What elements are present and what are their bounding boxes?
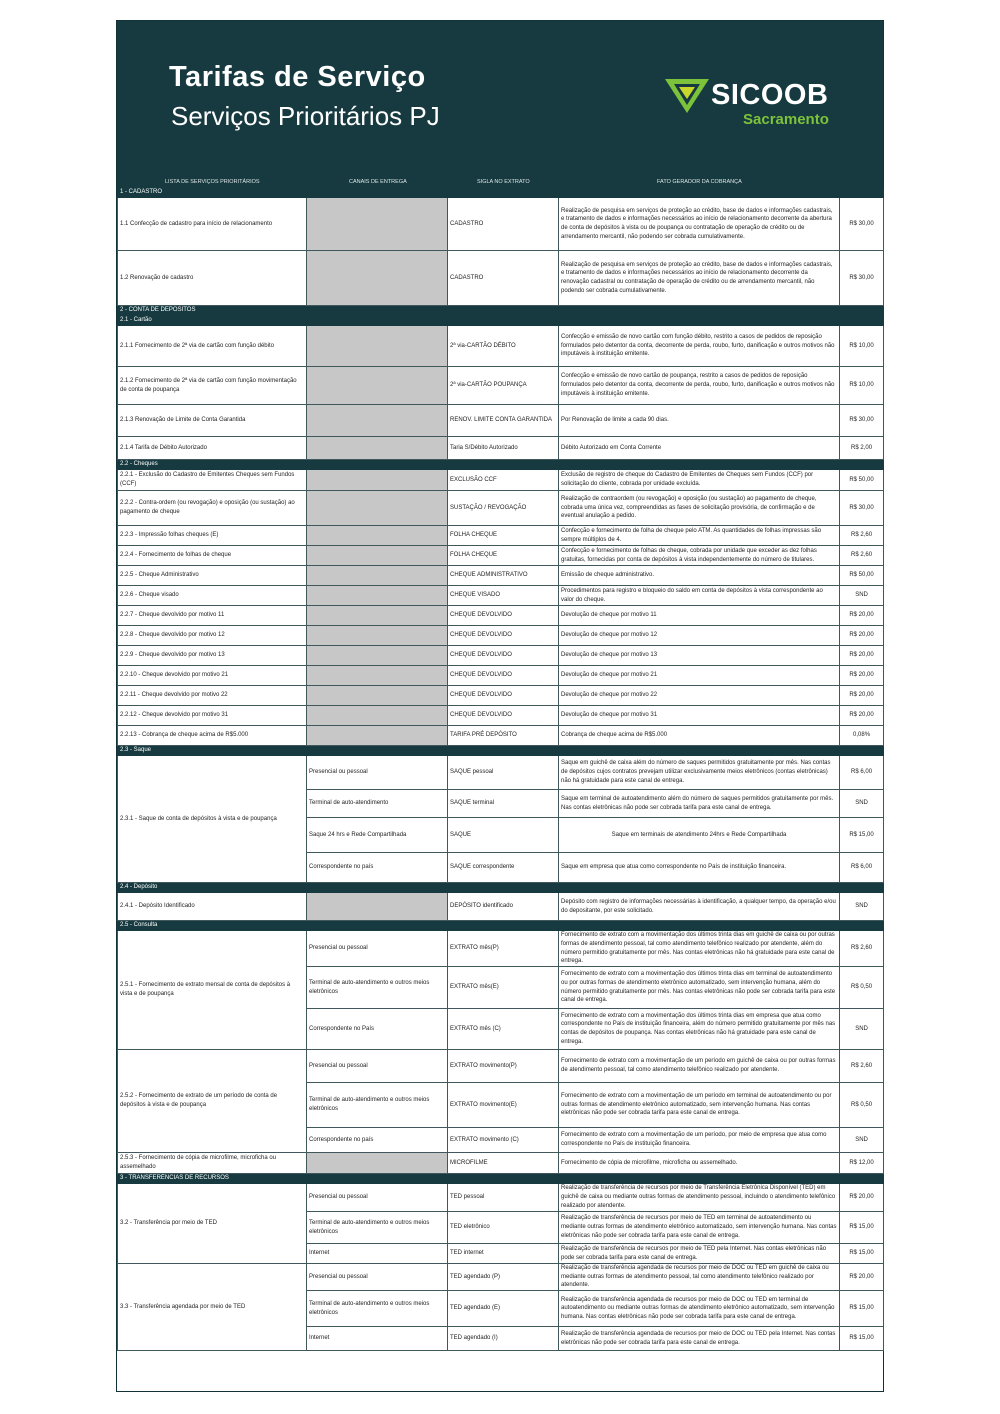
page-title: Tarifas de Serviço bbox=[169, 61, 426, 93]
table-row bbox=[118, 367, 884, 405]
sigla-cell: TARIFA PRÉ DEPÓSITO bbox=[448, 726, 559, 746]
channel-cell: Internet bbox=[307, 1327, 448, 1351]
price-cell: R$ 20,00 bbox=[840, 686, 884, 706]
price-cell: R$ 6,00 bbox=[840, 756, 884, 790]
header-banner bbox=[117, 21, 883, 178]
price-cell: R$ 2,60 bbox=[840, 546, 884, 566]
fato-cell: Fornecimento de extrato com a movimentação dos últimos trinta dias em empresa que atua como correspondente no País de instituição financeira, além do número permitido gratuitamente por mês nas contas de depósitos de poupança. Nas contas eletrônicas não há gratuidade para este canal de entrega. bbox=[559, 1009, 840, 1050]
fato-cell: Realização de transferência agendada de recursos por meio de DOC ou TED em terminal de autoatendimento ou mediante outras formas de atendimento eletrônico automatizado, sem intervenção humana. Nas contas eletrônicas não pode ser cobrada tarifa para este canal de entrega. bbox=[559, 1291, 840, 1327]
sigla-cell: MICROFILME bbox=[448, 1153, 559, 1174]
table-row bbox=[118, 1184, 884, 1212]
service-name: 2.2.4 - Fornecimento de folhas de cheque bbox=[118, 546, 307, 566]
channel-cell bbox=[307, 491, 448, 526]
price-cell: R$ 50,00 bbox=[840, 566, 884, 586]
channel-cell bbox=[307, 893, 448, 921]
page-subtitle: Serviços Prioritários PJ bbox=[171, 101, 440, 131]
channel-cell bbox=[307, 566, 448, 586]
fato-cell: Fornecimento de extrato com a movimentação de um período em terminal de autoatendimento ou por outras formas de atendimento eletrônico automatizado, sem intervenção humana. Nas contas eletrônicas não pode ser cobrada tarifa para este canal de entrega. bbox=[559, 1083, 840, 1128]
service-name: 2.2.1 - Exclusão do Cadastro de Emitentes Cheques sem Fundos (CCF) bbox=[118, 470, 307, 491]
sigla-cell: FOLHA CHEQUE bbox=[448, 526, 559, 546]
sigla-cell: CHEQUE DEVOLVIDO bbox=[448, 706, 559, 726]
service-name: 2.5.3 - Fornecimento de cópia de microfilme, microficha ou assemelhado bbox=[118, 1153, 307, 1174]
channel-cell: Presencial ou pessoal bbox=[307, 1264, 448, 1291]
service-name: 2.2.12 - Cheque devolvido por motivo 31 bbox=[118, 706, 307, 726]
table-row bbox=[118, 706, 884, 726]
table-row bbox=[118, 566, 884, 586]
service-name: 2.1.2 Fornecimento de 2ª via de cartão com função movimentação de conta de poupança bbox=[118, 367, 307, 405]
fato-cell: Realização de transferência agendada de recursos por meio de DOC ou TED pela Internet. Nas contas eletrônicas não pode ser cobrada tarifa para este canal de entrega. bbox=[559, 1327, 840, 1351]
price-cell: SND bbox=[840, 790, 884, 818]
fato-cell: Confecção e emissão de novo cartão de poupança, restrito a casos de pedidos de reposição formulados pelo detentor da conta, decorrente de perda, roubo, furto, danificação e outros motivos não imputáveis à instituição emitente. bbox=[559, 367, 840, 405]
section-row bbox=[118, 1174, 884, 1184]
fato-cell: Realização de pesquisa em serviços de proteção ao crédito, base de dados e informações cadastrais, e tratamento de dados e informações necessários ao início de relacionamento decorrente da renovação cadastral ou contratação de operação de crédito ou de arrendamento mercantil, não podendo ser cobrada cumulativamente. bbox=[559, 251, 840, 306]
service-name: 3.2 - Transferência por meio de TED bbox=[118, 1184, 307, 1264]
sigla-cell: DEPÓSITO identificado bbox=[448, 893, 559, 921]
sigla-cell: CHEQUE DEVOLVIDO bbox=[448, 606, 559, 626]
channel-cell: Terminal de auto-atendimento e outros meios eletrônicos bbox=[307, 1212, 448, 1244]
service-name: 2.2.9 - Cheque devolvido por motivo 13 bbox=[118, 646, 307, 666]
sigla-cell: EXTRATO mês(E) bbox=[448, 967, 559, 1009]
service-name: 2.2.3 - Impressão folhas cheques (E) bbox=[118, 526, 307, 546]
service-name: 1.1 Confecção de cadastro para início de relacionamento bbox=[118, 198, 307, 251]
tariff-table bbox=[117, 187, 884, 1351]
section-row bbox=[118, 746, 884, 756]
table-row bbox=[118, 1264, 884, 1291]
price-cell: R$ 20,00 bbox=[840, 1184, 884, 1212]
price-cell: R$ 10,00 bbox=[840, 367, 884, 405]
table-row bbox=[118, 606, 884, 626]
tariff-sheet bbox=[116, 20, 884, 1392]
channel-cell bbox=[307, 646, 448, 666]
channel-cell bbox=[307, 546, 448, 566]
fato-cell: Confecção e emissão de novo cartão com função débito, restrito a casos de pedidos de reposição formulados pelo detentor da conta, decorrente de perda, roubo, furto, danificação e outros motivos não imputáveis à instituição emitente. bbox=[559, 326, 840, 367]
channel-cell bbox=[307, 326, 448, 367]
price-cell: R$ 20,00 bbox=[840, 646, 884, 666]
fato-cell: Depósito com registro de informações necessárias à identificação, a qualquer tempo, da operação e/ou do depositante, por este solicitado. bbox=[559, 893, 840, 921]
price-cell: SND bbox=[840, 893, 884, 921]
sigla-cell: SAQUE correspondente bbox=[448, 853, 559, 883]
channel-cell: Terminal de auto-atendimento e outros meios eletrônicos bbox=[307, 1083, 448, 1128]
price-cell: R$ 2,60 bbox=[840, 931, 884, 967]
table-row bbox=[118, 491, 884, 526]
price-cell: R$ 20,00 bbox=[840, 606, 884, 626]
price-cell: SND bbox=[840, 1128, 884, 1153]
sigla-cell: TED eletrônico bbox=[448, 1212, 559, 1244]
fato-cell: Fornecimento de extrato com a movimentação dos últimos trinta dias em guichê de caixa ou por outras formas de atendimento pessoal, tal como atendimento telefônico realizado por atendente, além do número permitido gratuitamente por mês. Nas contas eletrônicas não há gratuidade para este canal de entrega. bbox=[559, 931, 840, 967]
fato-cell: Procedimentos para registro e bloqueio do saldo em conta de depósitos à vista correspondente ao valor do cheque. bbox=[559, 586, 840, 606]
sigla-cell: SAQUE bbox=[448, 818, 559, 853]
sigla-cell: CHEQUE VISADO bbox=[448, 586, 559, 606]
sigla-cell: TED pessoal bbox=[448, 1184, 559, 1212]
table-row bbox=[118, 756, 884, 790]
price-cell: R$ 2,00 bbox=[840, 437, 884, 460]
fato-cell: Devolução de cheque por motivo 13 bbox=[559, 646, 840, 666]
sigla-cell: TED agendado (I) bbox=[448, 1327, 559, 1351]
channel-cell bbox=[307, 606, 448, 626]
table-row bbox=[118, 526, 884, 546]
sigla-cell: CADASTRO bbox=[448, 198, 559, 251]
sigla-cell: CHEQUE DEVOLVIDO bbox=[448, 686, 559, 706]
service-name: 2.1.1 Fornecimento de 2ª via de cartão com função débito bbox=[118, 326, 307, 367]
fato-cell: Fornecimento de cópia de microfilme, microficha ou assemelhado. bbox=[559, 1153, 840, 1174]
table-row bbox=[118, 198, 884, 251]
section-title: 2 - CONTA DE DEPÓSITOS bbox=[118, 306, 884, 316]
channel-cell: Presencial ou pessoal bbox=[307, 931, 448, 967]
channel-cell: Presencial ou pessoal bbox=[307, 1050, 448, 1083]
column-header-fato: FATO GERADOR DA COBRANÇA bbox=[657, 179, 742, 185]
sigla-cell: CHEQUE ADMINISTRATIVO bbox=[448, 566, 559, 586]
table-row bbox=[118, 726, 884, 746]
fato-cell: Devolução de cheque por motivo 11 bbox=[559, 606, 840, 626]
price-cell: 0,08% bbox=[840, 726, 884, 746]
channel-cell bbox=[307, 405, 448, 437]
price-cell: R$ 15,00 bbox=[840, 1244, 884, 1264]
table-row bbox=[118, 251, 884, 306]
fato-cell: Realização de transferência de recursos por meio de TED pela Internet. Nas contas eletrônicas não pode ser cobrada tarifa para este canal de entrega. bbox=[559, 1244, 840, 1264]
price-cell: R$ 20,00 bbox=[840, 1264, 884, 1291]
fato-cell: Cobrança de cheque acima de R$5.000 bbox=[559, 726, 840, 746]
service-name: 2.2.6 - Cheque visado bbox=[118, 586, 307, 606]
service-name: 2.1.3 Renovação de Limite de Conta Garantida bbox=[118, 405, 307, 437]
price-cell: R$ 20,00 bbox=[840, 666, 884, 686]
price-cell: R$ 15,00 bbox=[840, 818, 884, 853]
table-row bbox=[118, 626, 884, 646]
price-cell: SND bbox=[840, 586, 884, 606]
fato-cell: Realização de transferência de recursos por meio de TED em terminal de autoatendimento ou mediante outras formas de atendimento eletrônico automatizado, sem intervenção humana. Nas contas eletrônicas não pode ser cobrada tarifa para este canal de entrega. bbox=[559, 1212, 840, 1244]
service-name: 2.2.13 - Cobrança de cheque acima de R$5.000 bbox=[118, 726, 307, 746]
sigla-cell: SAQUE terminal bbox=[448, 790, 559, 818]
sicoob-logo bbox=[665, 75, 855, 135]
fato-cell: Devolução de cheque por motivo 21 bbox=[559, 666, 840, 686]
channel-cell bbox=[307, 526, 448, 546]
channel-cell bbox=[307, 437, 448, 460]
service-name: 2.2.8 - Cheque devolvido por motivo 12 bbox=[118, 626, 307, 646]
service-name: 2.2.7 - Cheque devolvido por motivo 11 bbox=[118, 606, 307, 626]
section-row bbox=[118, 306, 884, 316]
fato-cell: Saque em empresa que atua como correspondente no País de instituição financeira. bbox=[559, 853, 840, 883]
channel-cell bbox=[307, 686, 448, 706]
fato-cell: Realização de transferência agendada de recursos por meio de DOC ou TED em guichê de caixa ou mediante outras formas de atendimento pessoal, tal como atendimento telefônico realizado por atendente. bbox=[559, 1264, 840, 1291]
channel-cell: Saque 24 hrs e Rede Compartilhada bbox=[307, 818, 448, 853]
service-name: 2.5.1 - Fornecimento de extrato mensal de conta de depósitos à vista e de poupança bbox=[118, 931, 307, 1050]
channel-cell bbox=[307, 251, 448, 306]
fato-cell: Realização de pesquisa em serviços de proteção ao crédito, base de dados e informações cadastrais, e tratamento de dados e informações necessários ao início de relacionamento decorrente da abertura de conta de depósitos à vista ou de poupança ou contratação de operação de crédito ou de arrendamento mercantil, não podendo ser cobrada cumulativamente. bbox=[559, 198, 840, 251]
price-cell: R$ 15,00 bbox=[840, 1212, 884, 1244]
service-name: 2.2.10 - Cheque devolvido por motivo 21 bbox=[118, 666, 307, 686]
price-cell: R$ 15,00 bbox=[840, 1327, 884, 1351]
sigla-cell: SUSTAÇÃO / REVOGAÇÃO bbox=[448, 491, 559, 526]
fato-cell: Confecção e fornecimento de folha de cheque pelo ATM. As quantidades de folhas impressas são sempre múltiplos de 4. bbox=[559, 526, 840, 546]
price-cell: R$ 2,60 bbox=[840, 1050, 884, 1083]
fato-cell: Saque em guichê de caixa além do número de saques permitidos gratuitamente por mês. Nas contas de depósitos cujos contratos prevejam utilizar exclusivamente meios eletrônicos (contas eletrônicas) não há gratuidade para este canal de entrega. bbox=[559, 756, 840, 790]
service-name: 2.2.5 - Cheque Administrativo bbox=[118, 566, 307, 586]
channel-cell: Internet bbox=[307, 1244, 448, 1264]
service-name: 2.1.4 Tarifa de Débito Autorizado bbox=[118, 437, 307, 460]
brand-name: SICOOB bbox=[711, 79, 829, 111]
fato-cell: Confecção e fornecimento de folhas de cheque, cobrada por unidade que exceder as dez folhas gratuitas, fornecidas por conta de depósitos à vista independentemente do número de titulares. bbox=[559, 546, 840, 566]
price-cell: R$ 0,50 bbox=[840, 1083, 884, 1128]
price-cell: R$ 30,00 bbox=[840, 405, 884, 437]
service-name: 2.3.1 - Saque de conta de depósitos à vista e de poupança bbox=[118, 756, 307, 883]
fato-cell: Devolução de cheque por motivo 22 bbox=[559, 686, 840, 706]
channel-cell bbox=[307, 706, 448, 726]
sigla-cell: Taria S/Débito Autorizado bbox=[448, 437, 559, 460]
sigla-cell: 2ª via-CARTÃO POUPANÇA bbox=[448, 367, 559, 405]
sicoob-logo-icon bbox=[665, 77, 709, 113]
sigla-cell: SAQUE pessoal bbox=[448, 756, 559, 790]
service-name: 2.2.11 - Cheque devolvido por motivo 22 bbox=[118, 686, 307, 706]
price-cell: R$ 0,50 bbox=[840, 967, 884, 1009]
section-title: 2.5 - Consulta bbox=[118, 921, 884, 931]
sigla-cell: 2ª via-CARTÃO DÉBITO bbox=[448, 326, 559, 367]
service-name: 3.3 - Transferência agendada por meio de TED bbox=[118, 1264, 307, 1351]
sigla-cell: TED internet bbox=[448, 1244, 559, 1264]
table-row bbox=[118, 437, 884, 460]
section-title: 2.1 - Cartão bbox=[118, 316, 884, 326]
sigla-cell: FOLHA CHEQUE bbox=[448, 546, 559, 566]
service-name: 1.2 Renovação de cadastro bbox=[118, 251, 307, 306]
column-header-channels: CANAIS DE ENTREGA bbox=[349, 179, 407, 185]
channel-cell: Correspondente no País bbox=[307, 1009, 448, 1050]
price-cell: R$ 50,00 bbox=[840, 470, 884, 491]
table-row bbox=[118, 1153, 884, 1174]
section-title: 1 - CADASTRO bbox=[118, 188, 884, 198]
price-cell: R$ 30,00 bbox=[840, 491, 884, 526]
channel-cell bbox=[307, 367, 448, 405]
section-row bbox=[118, 883, 884, 893]
table-row bbox=[118, 893, 884, 921]
fato-cell: Saque em terminais de atendimento 24hrs e Rede Compartilhada bbox=[559, 818, 840, 853]
channel-cell: Presencial ou pessoal bbox=[307, 756, 448, 790]
table-row bbox=[118, 546, 884, 566]
channel-cell bbox=[307, 666, 448, 686]
channel-cell bbox=[307, 626, 448, 646]
fato-cell: Realização de transferência de recursos por meio de Transferência Eletrônica Disponível (TED) em guichê de caixa ou mediante outras formas de atendimento pessoal, incluindo o atendimento telefônico realizado por atendente. bbox=[559, 1184, 840, 1212]
service-name: 2.4.1 - Depósito Identificado bbox=[118, 893, 307, 921]
table-row bbox=[118, 1050, 884, 1083]
channel-cell: Correspondente no país bbox=[307, 1128, 448, 1153]
section-row bbox=[118, 921, 884, 931]
sigla-cell: CADASTRO bbox=[448, 251, 559, 306]
sigla-cell: TED agendado (P) bbox=[448, 1264, 559, 1291]
price-cell: R$ 30,00 bbox=[840, 198, 884, 251]
price-cell: R$ 2,60 bbox=[840, 526, 884, 546]
section-row bbox=[118, 316, 884, 326]
sigla-cell: CHEQUE DEVOLVIDO bbox=[448, 666, 559, 686]
price-cell: R$ 15,00 bbox=[840, 1291, 884, 1327]
sigla-cell: EXTRATO mês (C) bbox=[448, 1009, 559, 1050]
table-row bbox=[118, 686, 884, 706]
channel-cell bbox=[307, 586, 448, 606]
table-row bbox=[118, 931, 884, 967]
fato-cell: Fornecimento de extrato com a movimentação de um período em guichê de caixa ou por outras formas de atendimento pessoal, tal como atendimento telefônico realizado por atendente. bbox=[559, 1050, 840, 1083]
channel-cell: Terminal de auto-atendimento e outros meios eletrônicos bbox=[307, 967, 448, 1009]
brand-subname: Sacramento bbox=[743, 111, 829, 128]
sigla-cell: EXTRATO movimento(P) bbox=[448, 1050, 559, 1083]
fato-cell: Fornecimento de extrato com a movimentação de um período, por meio de empresa que atua como correspondente no País de instituição financeira. bbox=[559, 1128, 840, 1153]
channel-cell bbox=[307, 198, 448, 251]
fato-cell: Emissão de cheque administrativo. bbox=[559, 566, 840, 586]
service-name: 2.5.2 - Fornecimento de extrato de um período de conta de depósitos à vista e de poupança bbox=[118, 1050, 307, 1153]
fato-cell: Saque em terminal de autoatendimento além do número de saques permitidos gratuitamente por mês. Nas contas eletrônicas não pode ser cobrada tarifa para este canal de entrega. bbox=[559, 790, 840, 818]
fato-cell: Realização de contraordem (ou revogação) e oposição (ou sustação) ao pagamento de cheque, cobrada uma única vez, compreendidas as fases de solicitação provisória, de confirmação e de eventual anulação a pedido. bbox=[559, 491, 840, 526]
table-row bbox=[118, 405, 884, 437]
price-cell: R$ 20,00 bbox=[840, 706, 884, 726]
section-title: 3 - TRANSFERÊNCIAS DE RECURSOS bbox=[118, 1174, 884, 1184]
table-row bbox=[118, 586, 884, 606]
sigla-cell: EXTRATO movimento (C) bbox=[448, 1128, 559, 1153]
channel-cell bbox=[307, 470, 448, 491]
fato-cell: Débito Autorizado em Conta Corrente bbox=[559, 437, 840, 460]
section-title: 2.4 - Depósito bbox=[118, 883, 884, 893]
sigla-cell: CHEQUE DEVOLVIDO bbox=[448, 626, 559, 646]
column-header-services: LISTA DE SERVIÇOS PRIORITÁRIOS bbox=[165, 179, 260, 185]
price-cell: R$ 6,00 bbox=[840, 853, 884, 883]
channel-cell: Terminal de auto-atendimento e outros meios eletrônicos bbox=[307, 1291, 448, 1327]
fato-cell: Fornecimento de extrato com a movimentação dos últimos trinta dias em terminal de autoatendimento ou por outras formas de atendimento eletrônico automatizado, sem intervenção humana, além do número permitido gratuitamente por mês. Nas contas eletrônicas não pode ser cobrada tarifa para este canal de entrega. bbox=[559, 967, 840, 1009]
table-row bbox=[118, 666, 884, 686]
fato-cell: Devolução de cheque por motivo 12 bbox=[559, 626, 840, 646]
fato-cell: Exclusão de registro de cheque do Cadastro de Emitentes de Cheques sem Fundos (CCF) por solicitação do cliente, cobrada por unidade excluída. bbox=[559, 470, 840, 491]
sigla-cell: TED agendado (E) bbox=[448, 1291, 559, 1327]
table-row bbox=[118, 646, 884, 666]
table-row bbox=[118, 470, 884, 491]
section-row bbox=[118, 188, 884, 198]
service-name: 2.2.2 - Contra-ordem (ou revogação) e oposição (ou sustação) ao pagamento de cheque bbox=[118, 491, 307, 526]
fato-cell: Por Renovação de limite a cada 90 dias. bbox=[559, 405, 840, 437]
price-cell: R$ 30,00 bbox=[840, 251, 884, 306]
price-cell: R$ 20,00 bbox=[840, 626, 884, 646]
section-row bbox=[118, 460, 884, 470]
sigla-cell: CHEQUE DEVOLVIDO bbox=[448, 646, 559, 666]
price-cell: R$ 12,00 bbox=[840, 1153, 884, 1174]
fato-cell: Devolução de cheque por motivo 31 bbox=[559, 706, 840, 726]
sigla-cell: RENOV. LIMITE CONTA GARANTIDA bbox=[448, 405, 559, 437]
price-cell: R$ 10,00 bbox=[840, 326, 884, 367]
section-title: 2.3 - Saque bbox=[118, 746, 884, 756]
table-row bbox=[118, 326, 884, 367]
section-title: 2.2 - Cheques bbox=[118, 460, 884, 470]
channel-cell: Terminal de auto-atendimento bbox=[307, 790, 448, 818]
channel-cell bbox=[307, 726, 448, 746]
channel-cell bbox=[307, 1153, 448, 1174]
column-header-sigla: SIGLA NO EXTRATO bbox=[477, 179, 530, 185]
price-cell: SND bbox=[840, 1009, 884, 1050]
column-header-bar bbox=[117, 178, 883, 187]
sigla-cell: EXTRATO movimento(E) bbox=[448, 1083, 559, 1128]
channel-cell: Correspondente no país bbox=[307, 853, 448, 883]
channel-cell: Presencial ou pessoal bbox=[307, 1184, 448, 1212]
sigla-cell: EXCLUSÃO CCF bbox=[448, 470, 559, 491]
sigla-cell: EXTRATO mês(P) bbox=[448, 931, 559, 967]
